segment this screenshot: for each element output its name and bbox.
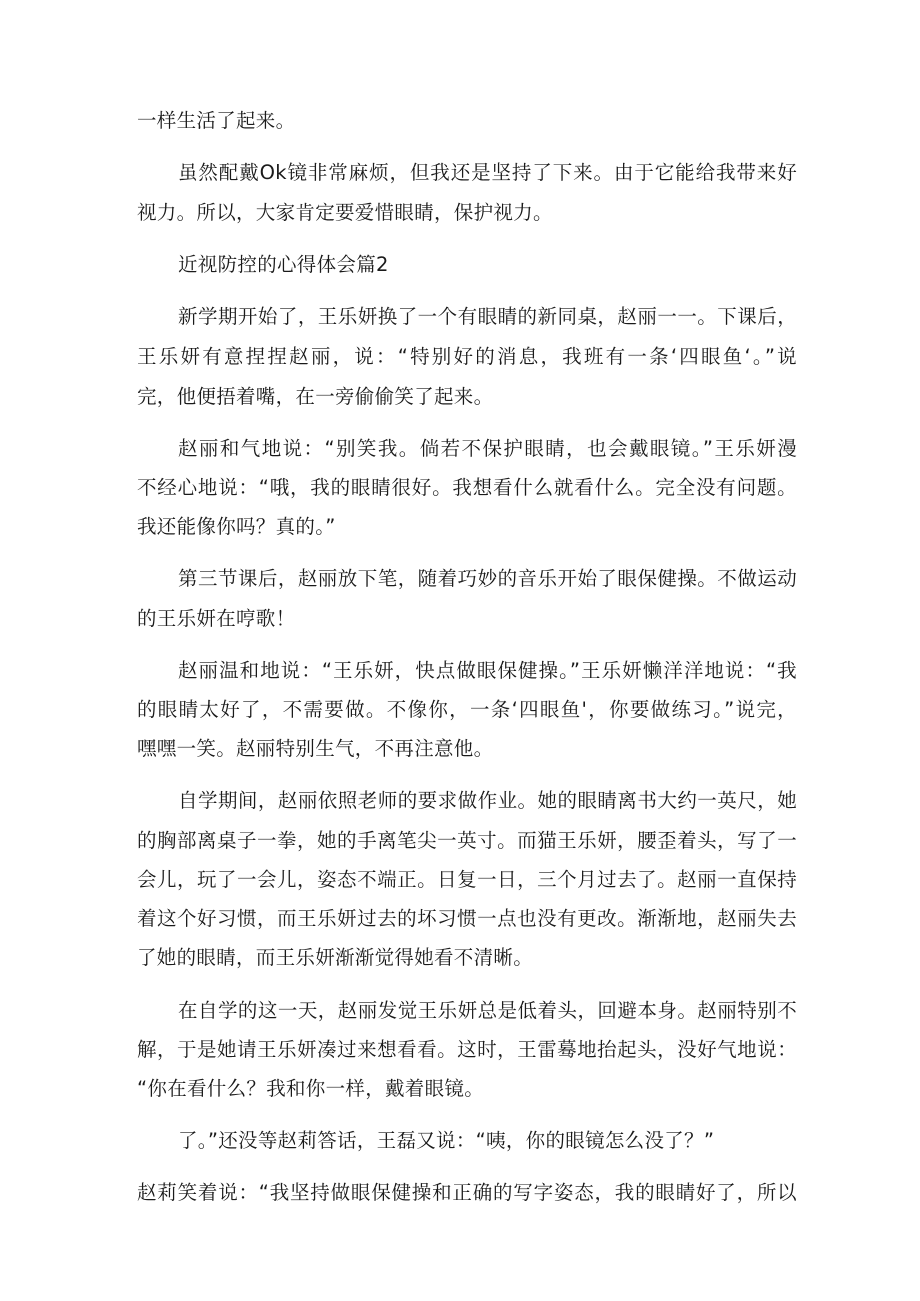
text-line: 嘿嘿一笑。赵丽特别生气，不再注意他。	[137, 737, 494, 760]
text-line: “你在看什么？我和你一样，戴着眼镜。	[137, 1077, 485, 1100]
text-line: 新学期开始了，王乐妍换了一个有眼睛的新同桌，赵丽一一。下课后，	[178, 305, 797, 328]
text-line: 我还能像你吗？真的。”	[137, 515, 336, 538]
text-line: 一样生活了起来。	[137, 109, 296, 132]
text-line: 王乐妍有意捏捏赵丽，说：“特别好的消息，我班有一条‘四眼鱼‘。”说	[137, 345, 797, 368]
text-line: 在自学的这一天，赵丽发觉王乐妍总是低着头，回避本身。赵丽特别不	[178, 999, 797, 1022]
text-line: 的胸部离桌子一拳，她的手离笔尖一英寸。而猫王乐妍，腰歪着头，写了一	[137, 829, 797, 852]
text-line: 虽然配戴Ok镜非常麻烦，但我还是坚持了下来。由于它能给我带来好	[178, 161, 797, 184]
text-line: 的王乐妍在哼歌！	[137, 607, 296, 630]
text-line: 着这个好习惯，而王乐妍过去的坏习惯一点也没有更改。渐渐地，赵丽失去	[137, 907, 797, 930]
text-line: 完，他便捂着嘴，在一旁偷偷笑了起来。	[137, 385, 494, 408]
text-line: 的眼睛太好了，不需要做。不像你，一条‘四眼鱼'，你要做练习。”说完，	[137, 698, 797, 721]
text-line: 了她的眼睛，而王乐妍渐渐觉得她看不清晰。	[137, 946, 534, 969]
text-line: 解，于是她请王乐妍凑过来想看看。这时，王雷蓦地抬起头，没好气地说：	[137, 1038, 797, 1061]
text-line: 自学期间，赵丽依照老师的要求做作业。她的眼睛离书大约一英尺，她	[178, 789, 797, 812]
text-line: 了。”还没等赵莉答话，王磊又说：“咦，你的眼镜怎么没了？”	[178, 1129, 715, 1152]
text-line: 视力。所以，大家肯定要爱惜眼睛，保护视力。	[137, 201, 553, 224]
text-line: 赵丽和气地说：“别笑我。倘若不保护眼睛，也会戴眼镜。”王乐妍漫	[178, 437, 797, 460]
text-line: 赵莉笑着说：“我坚持做眼保健操和正确的写字姿态，我的眼睛好了，所以	[137, 1181, 797, 1204]
section-heading: 近视防控的心得体会篇2	[178, 253, 389, 276]
text-line: 不经心地说：“哦，我的眼睛很好。我想看什么就看什么。完全没有问题。	[137, 476, 797, 499]
text-line: 会儿，玩了一会儿，姿态不端正。日复一日，三个月过去了。赵丽一直保持	[137, 868, 797, 891]
text-line: 赵丽温和地说：“王乐妍，快点做眼保健操。”王乐妍懒洋洋地说：“我	[178, 659, 797, 682]
text-line: 第三节课后，赵丽放下笔，随着巧妙的音乐开始了眼保健操。不做运动	[178, 567, 797, 590]
